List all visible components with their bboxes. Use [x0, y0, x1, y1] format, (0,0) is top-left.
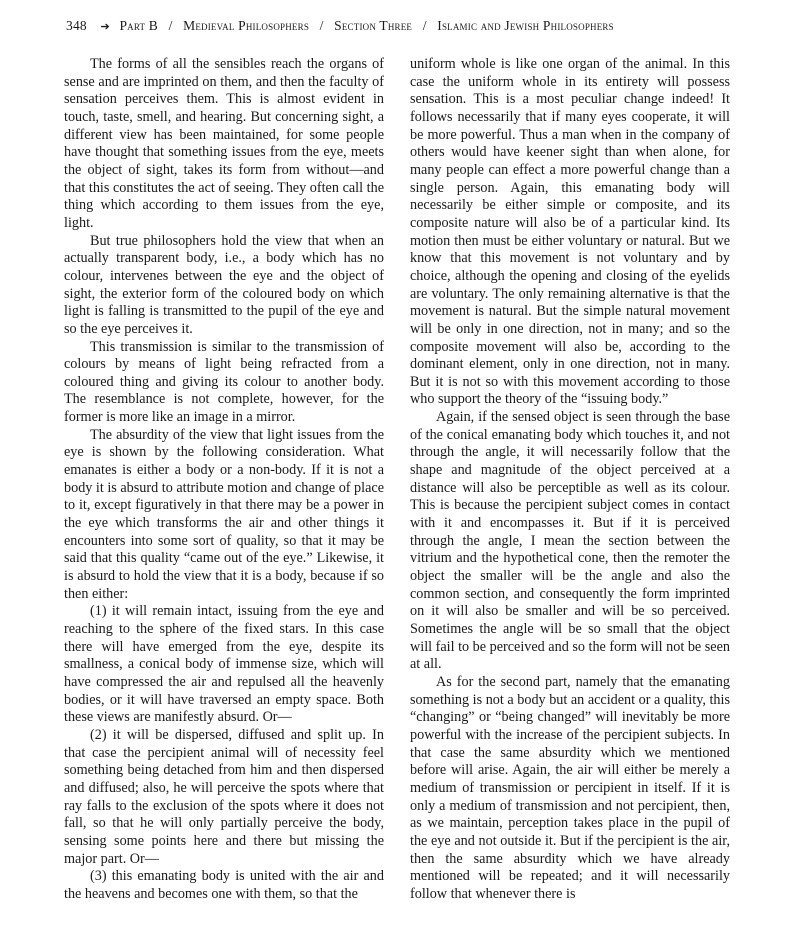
page-number: 348 [66, 18, 87, 33]
paragraph: The absurdity of the view that light issues from the eye is shown by the following consideration. What emanates is either a body or a non-body. If it is not a body it is absurd to attribute motion and change of place to it, except figuratively in that there may be a power in the eye which transforms the air and other things it encounters into some sort of quality, so that it may be said that this quality “came out of the eye.” Likewise, it is absurd to hold the view that it is a body, because if so then either: [64, 426, 384, 602]
header-separator: / [168, 18, 173, 33]
left-column [64, 56, 384, 904]
header-separator: / [319, 18, 324, 33]
paragraph: As for the second part, namely that the emanating something is not a body but an accident or a quality, this “changing” or “being changed” will inevitably be more powerful with the increase of the percipient subjects. In that case the same absurdity which we mentioned before will arise. Again, the air will either be merely a medium of transmission or percipient in itself. If it is only a medium of transmission and not percipient, then, as we maintain, perception takes place in the pupil of the eye and not outside it. But if the percipient is the air, then the same absurdity which we have already mentioned will be repeated; and it will necessarily follow that whenever there is [410, 673, 730, 902]
running-header [66, 18, 746, 34]
header-separator: / [422, 18, 427, 33]
paragraph: But true philosophers hold the view that when an actually transparent body, i.e., a body which has no colour, intervenes between the eye and the object of sight, the exterior form of the coloured body on which light is falling is transmitted to the pupil of the eye and so the eye perceives it. [64, 232, 384, 337]
header-section: Section Three [334, 18, 413, 33]
paragraph: Again, if the sensed object is seen through the base of the conical emanating body which touches it, and not through the angle, it will necessarily follow that the shape and magnitude of the object perceived at a distance will also be perceptible as well as its colour. This is because the percipient subject comes in contact with it and encompasses it. But if it is perceived through the angle, I mean the section between the vitrium and the hypothetical cone, then the remoter the object the smaller will be the angle and also the common section, and consequently the form imprinted on it will also be smaller and will be so perceived. Sometimes the angle will be so small that the object will fail to be perceived and so the form will not be seen at all. [410, 409, 730, 673]
paragraph: This transmission is similar to the transmission of colours by means of light being refracted from a coloured thing and giving its colour to another body. The resemblance is not complete, however, for the former is more like an image in a mirror. [64, 338, 384, 426]
header-section-name: Medieval Philosophers [183, 18, 310, 33]
paragraph: (1) it will remain intact, issuing from the eye and reaching to the sphere of the fixed stars. In this case there will have emerged from the eye, despite its smallness, a conical body of immense size, which will have compressed the air and repulsed all the heavenly bodies, or it will have traversed an empty space. Both these views are manifestly absurd. Or— [64, 603, 384, 726]
paragraph: The forms of all the sensibles reach the organs of sense and are imprinted on them, and then the faculty of sensation perceives them. This is almost evident in touch, taste, smell, and hearing. But concerning sight, a different view has been maintained, for some people have thought that something issues from the eye, meets the object of sight, takes its form from without—and that this constitutes the act of seeing. They often call the thing which according to them issues from the eye, light. [64, 56, 384, 231]
arrow-icon: ➔ [100, 21, 110, 33]
paragraph: (3) this emanating body is united with the air and the heavens and becomes one with them, so that the [64, 868, 384, 902]
right-column [410, 56, 730, 904]
header-subsection: Islamic and Jewish Philosophers [437, 18, 614, 33]
header-part: Part B [119, 18, 158, 33]
paragraph: (2) it will be dispersed, diffused and split up. In that case the percipient animal will of necessity feel something being detached from him and then dispersed and diffused; also, he will perceive the spots where that ray falls to the exclusion of the spots where it does not fall, so that he will only partially perceive the body, sensing some points here and there but missing the major part. Or— [64, 726, 384, 867]
paragraph-continued: uniform whole is like one organ of the animal. In this case the uniform whole in its entirety will possess sensation. This is a most peculiar change indeed! It follows necessarily that if many eyes cooperate, it will be more powerful. Thus a man when in the company of others would have keener sight than when alone, for many people can effect a more powerful change than a single person. Again, this emanating body will necessarily be either simple or composite, and its composite nature will also be of a particular kind. Its motion then must be either voluntary or natural. But we know that this movement is not voluntary and by choice, although the opening and closing of the eyelids are voluntary. The only remaining alternative is that the movement is natural. But the simple natural movement will be only in one direction, not in many; and so the composite movement will also be, according to the dominant element, only in one direction, not in many. But it is not so with this movement according to those who support the theory of the “issuing body.” [410, 56, 730, 408]
